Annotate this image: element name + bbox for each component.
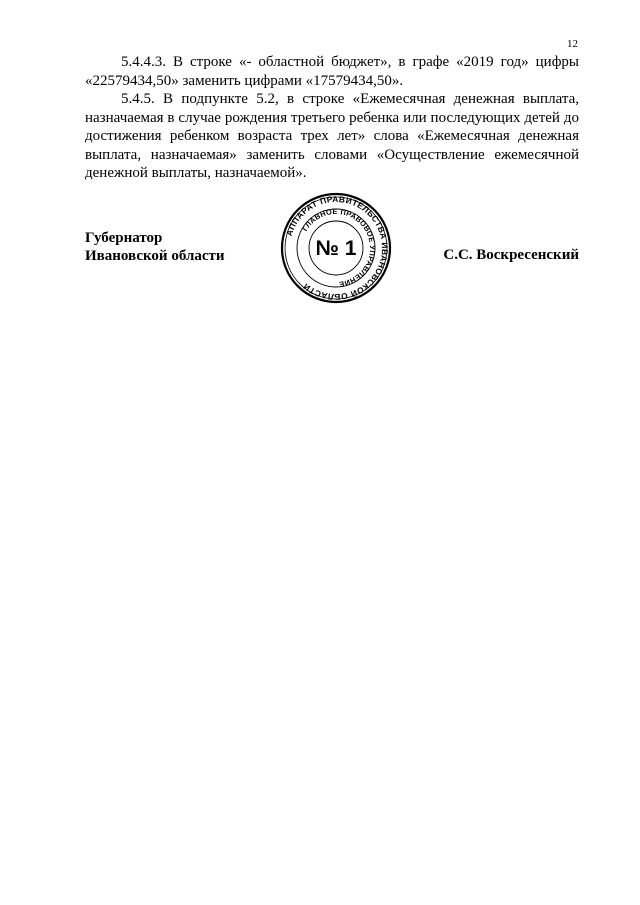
official-seal-stamp — [280, 192, 392, 304]
seal-outer-text: АППАРАТ ПРАВИТЕЛЬСТВА ИВАНОВСКОЙ ОБЛАСТИ — [283, 193, 391, 303]
paragraph-5-4-5: 5.4.5. В подпункте 5.2, в строке «Ежемесячная денежная выплата, назначаемая в случае рождения третьего ребенка или последующих детей до достижения ребенком возраста трех лет» слова «Ежемесячная денежная выплата, назначаемая» заменить словами «Осуществление ежемесячной денежной выплаты, назначаемой». — [85, 91, 579, 181]
page-number: 12 — [567, 38, 578, 50]
paragraph-5-4-4-3: 5.4.4.3. В строке «- областной бюджет», в графе «2019 год» цифры «22579434,50» заменить цифрами «17579434,50». — [85, 54, 579, 89]
signatory-region: Ивановской области — [85, 248, 225, 264]
signatory-name: С.С. Воскресенский — [443, 247, 579, 263]
document-body — [85, 53, 579, 183]
seal-number: № 1 — [315, 237, 357, 260]
signatory-position — [85, 229, 225, 265]
signatory-title: Губернатор — [85, 230, 163, 246]
seal-inner-text: ГЛАВНОЕ ПРАВОВОЕ УПРАВЛЕНИЕ — [300, 206, 378, 289]
